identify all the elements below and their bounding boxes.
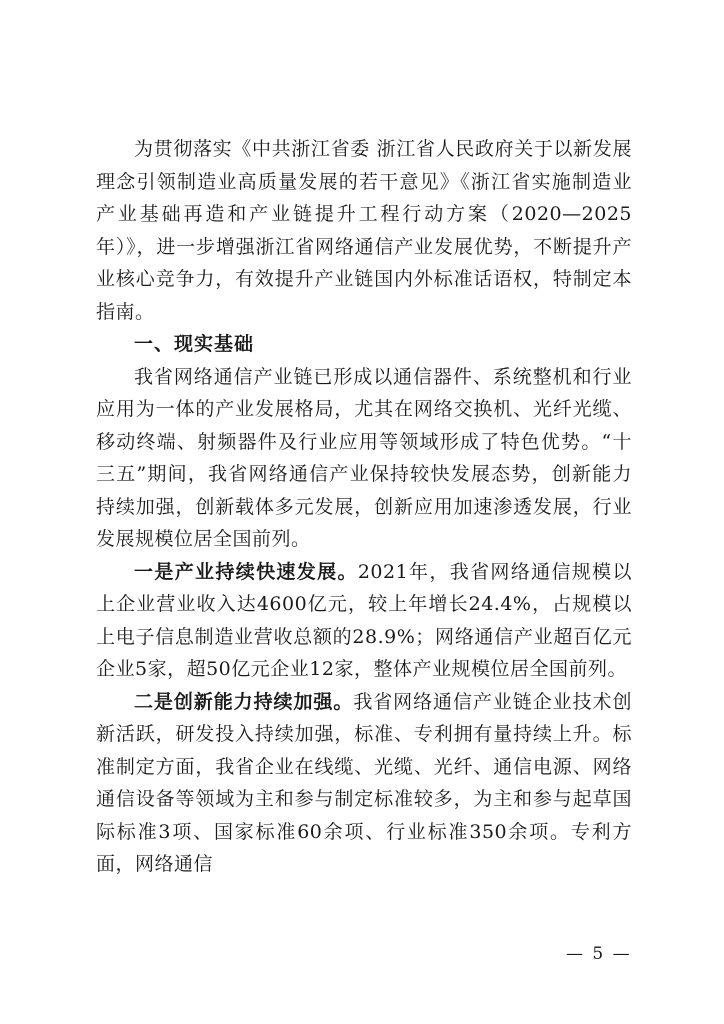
point-two-lead: 二是创新能力持续加强。 — [134, 690, 354, 713]
point-two-text: 我省网络通信产业链企业技术创新活跃，研发投入持续加强，标准、专利拥有量持续上升。标准制定方面，我省企业在线缆、光缆、光纤、通信电源、网络通信设备等领域为主和参与制定标准较多，为主和参与起草国际标准3项、国家标准60余项、行业标准350余项。专利方面，网络通信 — [96, 690, 632, 875]
section-paragraph: 我省网络通信产业链已形成以通信器件、系统整机和行业应用为一体的产业发展格局，尤其在网络交换机、光纤光缆、移动终端、射频器件及行业应用等领域形成了特色优势。“十三五”期间，我省网络通信产业保持较快发展态势，创新能力持续加强，创新载体多元发展，创新应用加速渗透发展，行业发展规模位居全国前列。 — [96, 365, 632, 550]
section-heading: 一、现实基础 — [134, 333, 255, 355]
document-body — [96, 133, 632, 881]
point-one-paragraph — [96, 556, 632, 686]
page-number: — 5 — — [566, 944, 632, 964]
intro-paragraph: 为贯彻落实《中共浙江省委 浙江省人民政府关于以新发展理念引领制造业高质量发展的若干意见》《浙江省实施制造业产业基础再造和产业链提升工程行动方案（2020—2025年）》，进一步增强浙江省网络通信产业发展优势，不断提升产业核心竞争力，有效提升产业链国内外标准话语权，特制定本指南。 — [96, 138, 632, 323]
point-one-lead: 一是产业持续快速发展。 — [134, 560, 358, 583]
point-two-paragraph — [96, 686, 632, 881]
point-one-text: 2021年，我省网络通信规模以上企业营业收入达4600亿元，较上年增长24.4%，占规模以上电子信息制造业营收总额的28.9%；网络通信产业超百亿元企业5家，超50亿元企业12家，整体产业规模位居全国前列。 — [96, 560, 632, 680]
